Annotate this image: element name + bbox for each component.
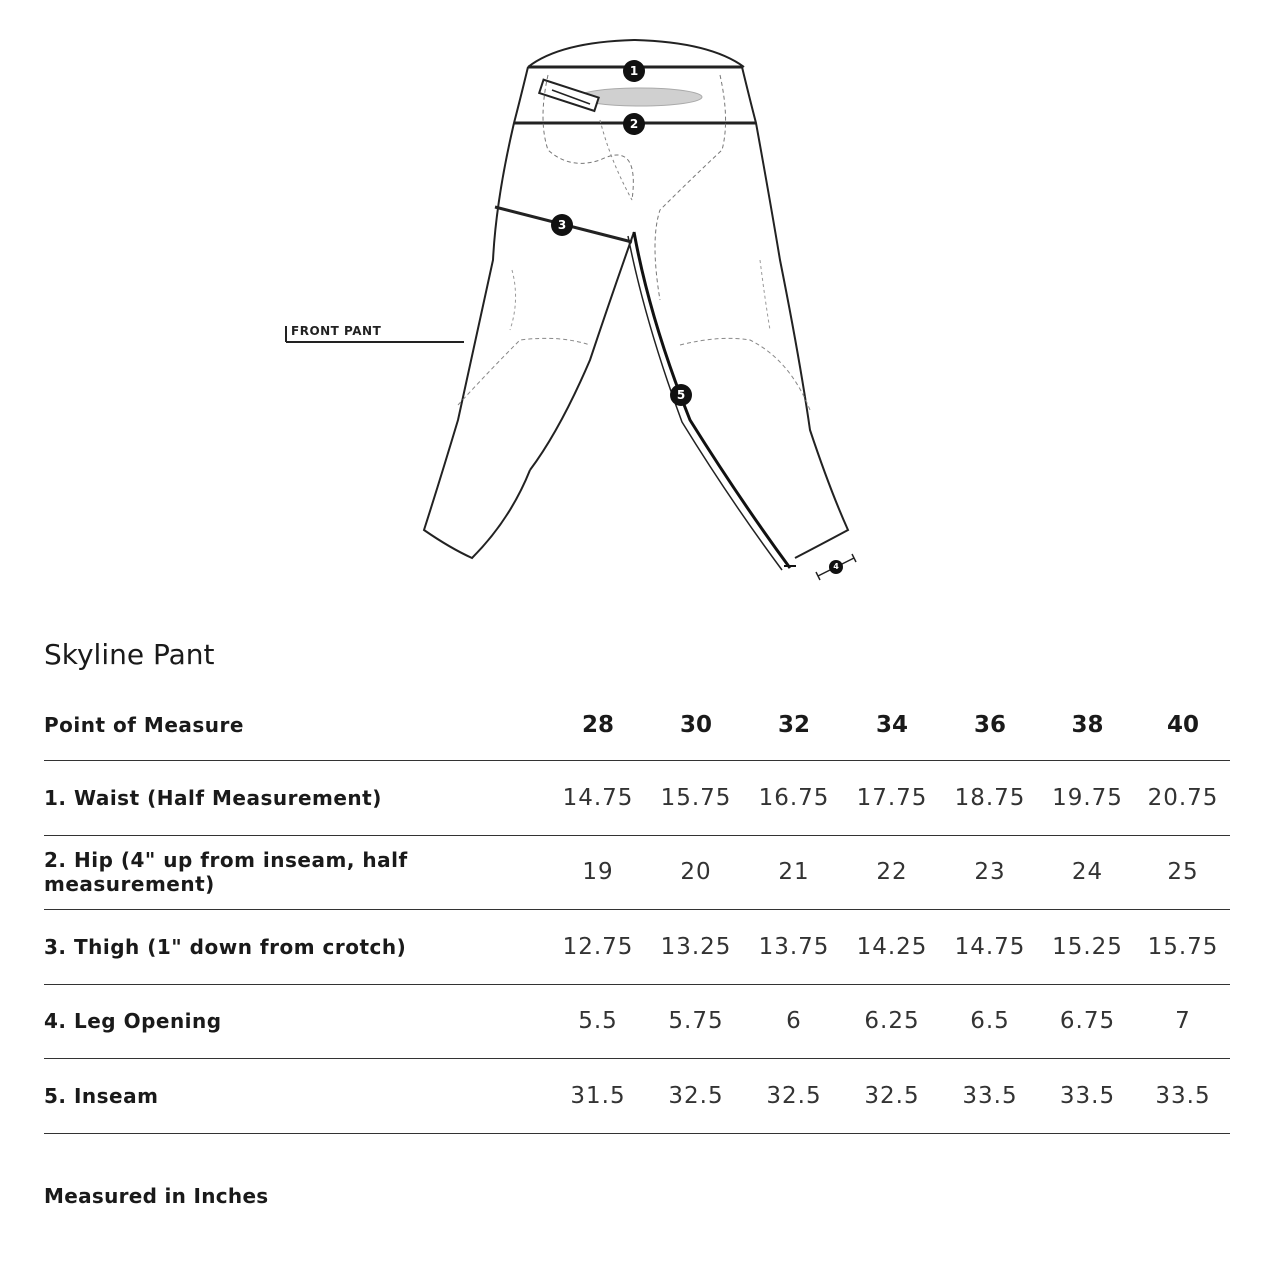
units-footnote: Measured in Inches [44, 1184, 269, 1208]
table-cell: 33.5 [1136, 1059, 1230, 1134]
header-size: 32 [745, 690, 843, 761]
row-label: 4. Leg Opening [44, 984, 549, 1059]
table-header-row [44, 690, 1230, 761]
table-row [44, 835, 1230, 910]
table-cell: 19.75 [1039, 761, 1136, 836]
table-cell: 15.75 [1136, 910, 1230, 985]
measure-marker-3: 3 [551, 214, 573, 236]
table-cell: 14.75 [941, 910, 1039, 985]
header-size: 30 [647, 690, 745, 761]
row-label: 2. Hip (4" up from inseam, half measurement) [44, 835, 549, 910]
measure-marker-1: 1 [623, 60, 645, 82]
table-cell: 14.25 [843, 910, 941, 985]
table-row [44, 984, 1230, 1059]
pant-diagram [0, 0, 1274, 600]
measure-marker-4: 4 [829, 560, 843, 574]
table-cell: 15.25 [1039, 910, 1136, 985]
row-label: 1. Waist (Half Measurement) [44, 761, 549, 836]
table-cell: 5.5 [549, 984, 647, 1059]
table-cell: 33.5 [941, 1059, 1039, 1134]
row-label: 3. Thigh (1" down from crotch) [44, 910, 549, 985]
table-cell: 12.75 [549, 910, 647, 985]
table-cell: 17.75 [843, 761, 941, 836]
table-cell: 5.75 [647, 984, 745, 1059]
table-cell: 32.5 [843, 1059, 941, 1134]
table-cell: 6.25 [843, 984, 941, 1059]
table-cell: 16.75 [745, 761, 843, 836]
measure-marker-5: 5 [670, 384, 692, 406]
header-point-of-measure: Point of Measure [44, 690, 549, 761]
table-cell: 24 [1039, 835, 1136, 910]
header-size: 40 [1136, 690, 1230, 761]
pant-illustration [0, 0, 1274, 600]
table-cell: 20.75 [1136, 761, 1230, 836]
table-cell: 18.75 [941, 761, 1039, 836]
table-cell: 31.5 [549, 1059, 647, 1134]
table-cell: 33.5 [1039, 1059, 1136, 1134]
size-chart-table [44, 690, 1230, 1134]
table-cell: 13.25 [647, 910, 745, 985]
table-cell: 6.5 [941, 984, 1039, 1059]
table-cell: 6 [745, 984, 843, 1059]
table-row [44, 1059, 1230, 1134]
table-cell: 13.75 [745, 910, 843, 985]
table-cell: 22 [843, 835, 941, 910]
table-cell: 6.75 [1039, 984, 1136, 1059]
table-cell: 20 [647, 835, 745, 910]
table-cell: 32.5 [745, 1059, 843, 1134]
table-cell: 21 [745, 835, 843, 910]
header-size: 28 [549, 690, 647, 761]
table-cell: 25 [1136, 835, 1230, 910]
table-cell: 23 [941, 835, 1039, 910]
header-size: 36 [941, 690, 1039, 761]
table-cell: 14.75 [549, 761, 647, 836]
table-row [44, 761, 1230, 836]
table-row [44, 910, 1230, 985]
product-title: Skyline Pant [44, 638, 215, 671]
table-cell: 19 [549, 835, 647, 910]
measure-marker-2: 2 [623, 113, 645, 135]
table-cell: 7 [1136, 984, 1230, 1059]
front-pant-label: FRONT PANT [291, 324, 382, 338]
row-label: 5. Inseam [44, 1059, 549, 1134]
table-cell: 15.75 [647, 761, 745, 836]
table-cell: 32.5 [647, 1059, 745, 1134]
header-size: 34 [843, 690, 941, 761]
header-size: 38 [1039, 690, 1136, 761]
